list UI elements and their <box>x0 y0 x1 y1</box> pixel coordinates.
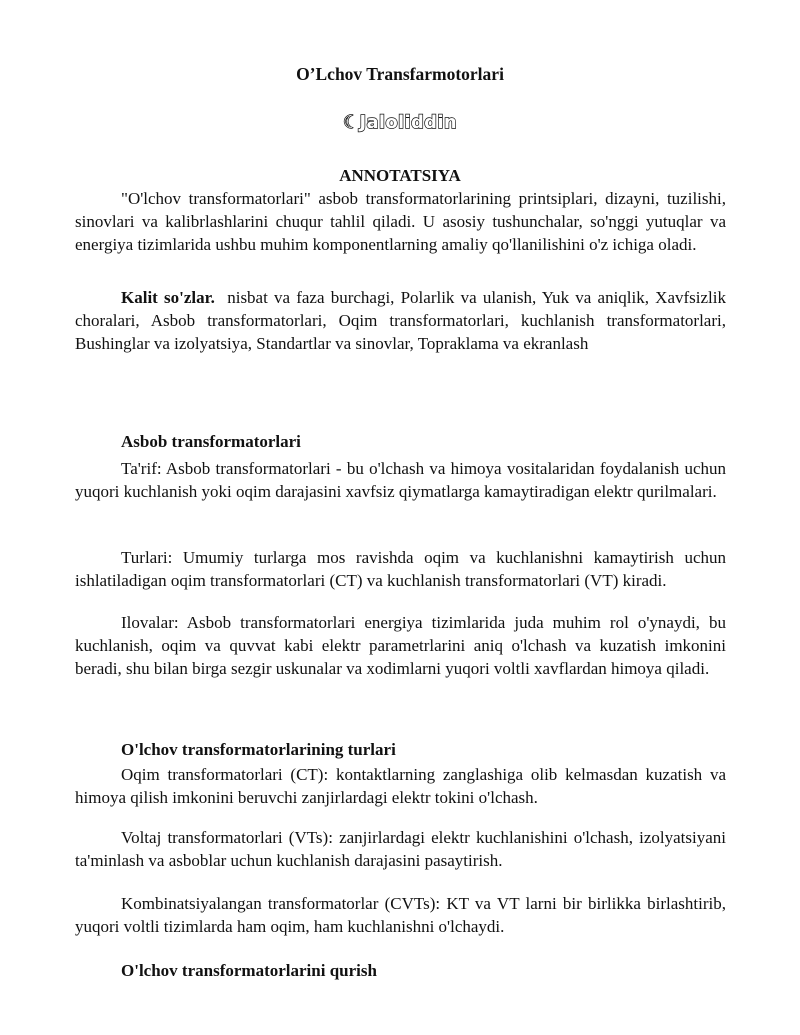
annotation-paragraph: "O'lchov transformatorlari" asbob transformatorlarining printsiplari, dizayni, tuzilishi, sinovlari va kalibrlashlarini chuqur tahlil qiladi. U asosiy tushunchalar, so'nggi yutuqlar va energiya tizimlarida ushbu muhim komponentlarning amaliy qo'llanilishini o'z ichiga oladi. <box>75 189 726 254</box>
crescent-icon: ☾ <box>343 112 360 133</box>
annotation-heading: ANNOTATSIYA <box>339 166 461 185</box>
keywords-label: Kalit so'zlar. <box>121 288 215 307</box>
section2-paragraph-ct: Oqim transformatorlari (CT): kontaktlarning zanglashiga olib kelmasdan kuzatish va himoya qilish imkonini beruvchi zanjirlardagi elektr tokini o'lchash. <box>75 765 726 807</box>
section2-paragraph-vt: Voltaj transformatorlari (VTs): zanjirlardagi elektr kuchlanishini o'lchash, izolyatsiyani ta'minlash va asboblar uchun kuchlanish darajasini pasaytirish. <box>75 828 726 870</box>
author-name-text: Jaloliddin <box>359 112 457 133</box>
document-title: O’Lchov Transfarmotorlari <box>296 64 504 84</box>
section-heading-construction: O'lchov transformatorlarini qurish <box>121 961 377 980</box>
author-name <box>0 112 800 133</box>
section-heading-asbob: Asbob transformatorlari <box>121 432 301 451</box>
section-heading-types: O'lchov transformatorlarining turlari <box>121 740 396 759</box>
section1-paragraph-applications: Ilovalar: Asbob transformatorlari energiya tizimlarida juda muhim rol o'ynaydi, bu kuchlanish, oqim va quvvat kabi elektr parametrlarini aniq o'lchash va kuzatish imkonini beradi, shu bilan birga sezgir uskunalar va xodimlarni yuqori voltli xavflardan himoya qiladi. <box>75 613 726 678</box>
section2-paragraph-cvt: Kombinatsiyalangan transformatorlar (CVTs): KT va VT larni bir birlikka birlashtirib, yuqori voltli tizimlarda ham oqim, ham kuchlanishni o'lchaydi. <box>75 894 726 936</box>
keywords-paragraph <box>75 286 726 355</box>
keywords-text: nisbat va faza burchagi, Polarlik va ulanish, Yuk va aniqlik, Xavfsizlik choralari, Asbob transformatorlari, Oqim transformatorlari, kuchlanish transformatorlari, Bushinglar va izolyatsiya, Standartlar va sinovlar, Topraklama va ekranlash <box>75 288 726 353</box>
section1-paragraph-definition: Ta'rif: Asbob transformatorlari - bu o'lchash va himoya vositalaridan foydalanish uchun yuqori kuchlanish yoki oqim darajasini xavfsiz qiymatlarga kamaytiradigan elektr qurilmalari. <box>75 459 726 501</box>
section1-paragraph-types: Turlari: Umumiy turlarga mos ravishda oqim va kuchlanishni kamaytirish uchun ishlatiladigan oqim transformatorlari (CT) va kuchlanish transformatorlari (VT) kiradi. <box>75 548 726 590</box>
